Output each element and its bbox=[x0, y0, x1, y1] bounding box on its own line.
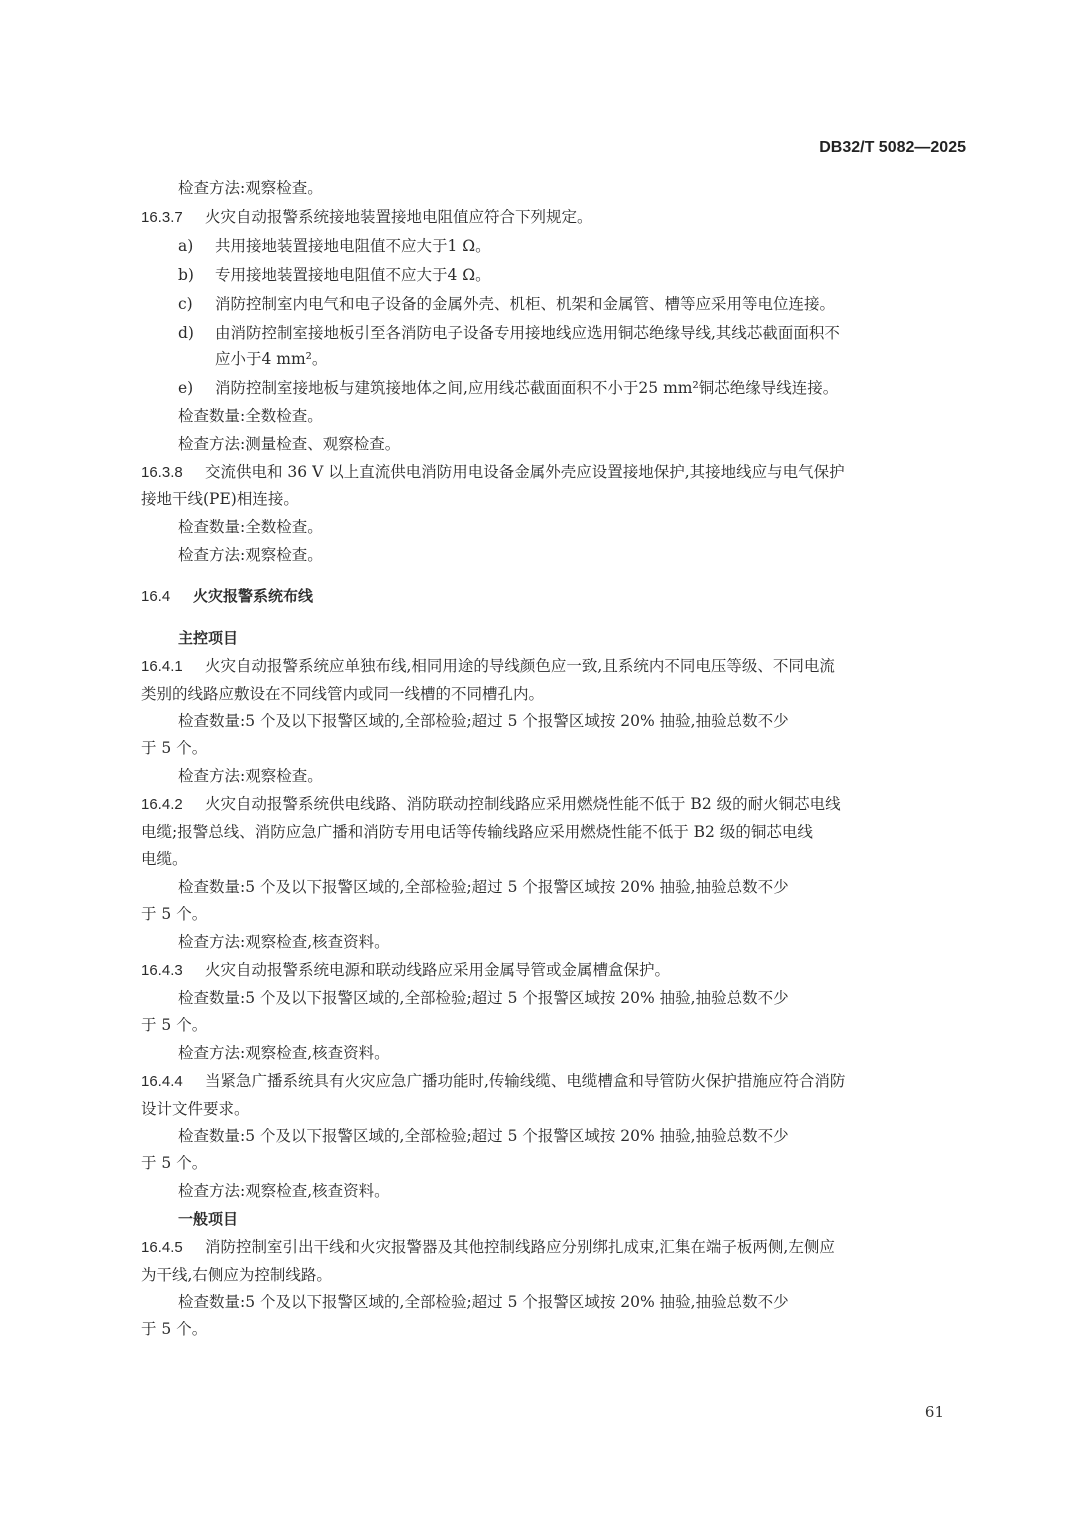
list-text: 消防控制室接地板与建筑接地体之间,应用线芯截面面积不小于25 mm²铜芯绝缘导线连接。 bbox=[215, 379, 839, 397]
clause-text-cont: 电缆;报警总线、消防应急广播和消防专用电话等传输线路应采用燃烧性能不低于 B2 级的铜芯电线 bbox=[141, 823, 813, 841]
inspection-method: 检查方法:观察检查,核查资料。 bbox=[178, 933, 390, 951]
clause-number: 16.4.3 bbox=[141, 962, 183, 979]
inspection-quantity: 检查数量:全数检查。 bbox=[178, 407, 323, 425]
list-text: 专用接地装置接地电阻值不应大于4 Ω。 bbox=[215, 266, 491, 284]
clause-text-cont: 为干线,右侧应为控制线路。 bbox=[141, 1266, 332, 1284]
clause-16-4-5 bbox=[141, 1237, 835, 1258]
clause-number: 16.4.1 bbox=[141, 658, 183, 675]
section-number: 16.4 bbox=[141, 588, 171, 605]
section-title: 火灾报警系统布线 bbox=[193, 587, 314, 605]
inspection-method: 检查方法:测量检查、观察检查。 bbox=[178, 435, 401, 453]
inspection-method: 检查方法:观察检查。 bbox=[178, 767, 323, 785]
list-item-d bbox=[178, 323, 840, 343]
clause-16-4-4 bbox=[141, 1071, 845, 1092]
clause-text: 当紧急广播系统具有火灾应急广播功能时,传输线缆、电缆槽盒和导管防火保护措施应符合消防 bbox=[205, 1072, 846, 1090]
page-number: 61 bbox=[924, 1403, 944, 1421]
list-label: b) bbox=[178, 266, 194, 284]
inspection-quantity: 检查数量:5 个及以下报警区域的,全部检验;超过 5 个报警区域按 20% 抽验,抽验总数不少 bbox=[178, 712, 789, 730]
clause-16-3-8 bbox=[141, 462, 845, 483]
inspection-quantity: 检查数量:5 个及以下报警区域的,全部检验;超过 5 个报警区域按 20% 抽验,抽验总数不少 bbox=[178, 989, 789, 1007]
list-label: e) bbox=[178, 379, 194, 397]
inspection-quantity-cont: 于 5 个。 bbox=[141, 905, 208, 923]
inspection-method: 检查方法:观察检查,核查资料。 bbox=[178, 1044, 390, 1062]
list-label: a) bbox=[178, 237, 194, 255]
inspection-method: 检查方法:观察检查,核查资料。 bbox=[178, 1182, 390, 1200]
clause-number: 16.3.8 bbox=[141, 464, 183, 481]
inspection-quantity-cont: 于 5 个。 bbox=[141, 1154, 208, 1172]
clause-number: 16.3.7 bbox=[141, 209, 183, 226]
list-item-d-cont: 应小于4 mm²。 bbox=[215, 350, 328, 368]
general-items-heading: 一般项目 bbox=[178, 1210, 239, 1228]
list-item-b bbox=[178, 265, 491, 285]
clause-16-4-1 bbox=[141, 656, 835, 677]
clause-text: 火灾自动报警系统电源和联动线路应采用金属导管或金属槽盒保护。 bbox=[205, 961, 671, 979]
clause-text: 火灾自动报警系统应单独布线,相同用途的导线颜色应一致,且系统内不同电压等级、不同电流 bbox=[205, 657, 835, 675]
clause-text-cont: 设计文件要求。 bbox=[141, 1100, 250, 1118]
clause-text-cont: 类别的线路应敷设在不同线管内或同一线槽的不同槽孔内。 bbox=[141, 685, 545, 703]
list-text: 共用接地装置接地电阻值不应大于1 Ω。 bbox=[215, 237, 491, 255]
main-items-heading: 主控项目 bbox=[178, 629, 239, 647]
clause-text: 火灾自动报警系统接地装置接地电阻值应符合下列规定。 bbox=[205, 208, 593, 226]
clause-text-cont: 接地干线(PE)相连接。 bbox=[141, 490, 299, 508]
list-item-e bbox=[178, 378, 838, 398]
inspection-method: 检查方法:观察检查。 bbox=[178, 546, 323, 564]
list-label: d) bbox=[178, 324, 194, 342]
list-text: 由消防控制室接地板引至各消防电子设备专用接地线应选用铜芯绝缘导线,其线芯截面面积不 bbox=[215, 324, 840, 342]
list-item-a bbox=[178, 236, 491, 256]
section-heading-16-4 bbox=[141, 586, 313, 607]
standard-code-header: DB32/T 5082—2025 bbox=[819, 139, 966, 156]
clause-16-4-2 bbox=[141, 794, 841, 815]
inspection-quantity-cont: 于 5 个。 bbox=[141, 1320, 208, 1338]
list-label: c) bbox=[178, 295, 193, 313]
clause-16-3-7 bbox=[141, 207, 593, 228]
clause-number: 16.4.4 bbox=[141, 1073, 183, 1090]
inspection-quantity: 检查数量:5 个及以下报警区域的,全部检验;超过 5 个报警区域按 20% 抽验,抽验总数不少 bbox=[178, 878, 789, 896]
clause-text: 交流供电和 36 V 以上直流供电消防用电设备金属外壳应设置接地保护,其接地线应与电气保护 bbox=[205, 463, 845, 481]
list-text: 消防控制室内电气和电子设备的金属外壳、机柜、机架和金属管、槽等应采用等电位连接。 bbox=[215, 295, 836, 313]
inspection-quantity-cont: 于 5 个。 bbox=[141, 1016, 208, 1034]
inspection-quantity: 检查数量:5 个及以下报警区域的,全部检验;超过 5 个报警区域按 20% 抽验,抽验总数不少 bbox=[178, 1293, 789, 1311]
clause-text-cont: 电缆。 bbox=[141, 850, 188, 868]
clause-text: 火灾自动报警系统供电线路、消防联动控制线路应采用燃烧性能不低于 B2 级的耐火铜芯电线 bbox=[205, 795, 841, 813]
clause-text: 消防控制室引出干线和火灾报警器及其他控制线路应分别绑扎成束,汇集在端子板两侧,左侧应 bbox=[205, 1238, 835, 1256]
clause-number: 16.4.2 bbox=[141, 796, 183, 813]
list-item-c bbox=[178, 294, 835, 314]
inspection-quantity: 检查数量:全数检查。 bbox=[178, 518, 323, 536]
clause-16-4-3 bbox=[141, 960, 670, 981]
inspection-quantity: 检查数量:5 个及以下报警区域的,全部检验;超过 5 个报警区域按 20% 抽验,抽验总数不少 bbox=[178, 1127, 789, 1145]
inspection-method: 检查方法:观察检查。 bbox=[178, 179, 323, 197]
inspection-quantity-cont: 于 5 个。 bbox=[141, 739, 208, 757]
clause-number: 16.4.5 bbox=[141, 1239, 183, 1256]
